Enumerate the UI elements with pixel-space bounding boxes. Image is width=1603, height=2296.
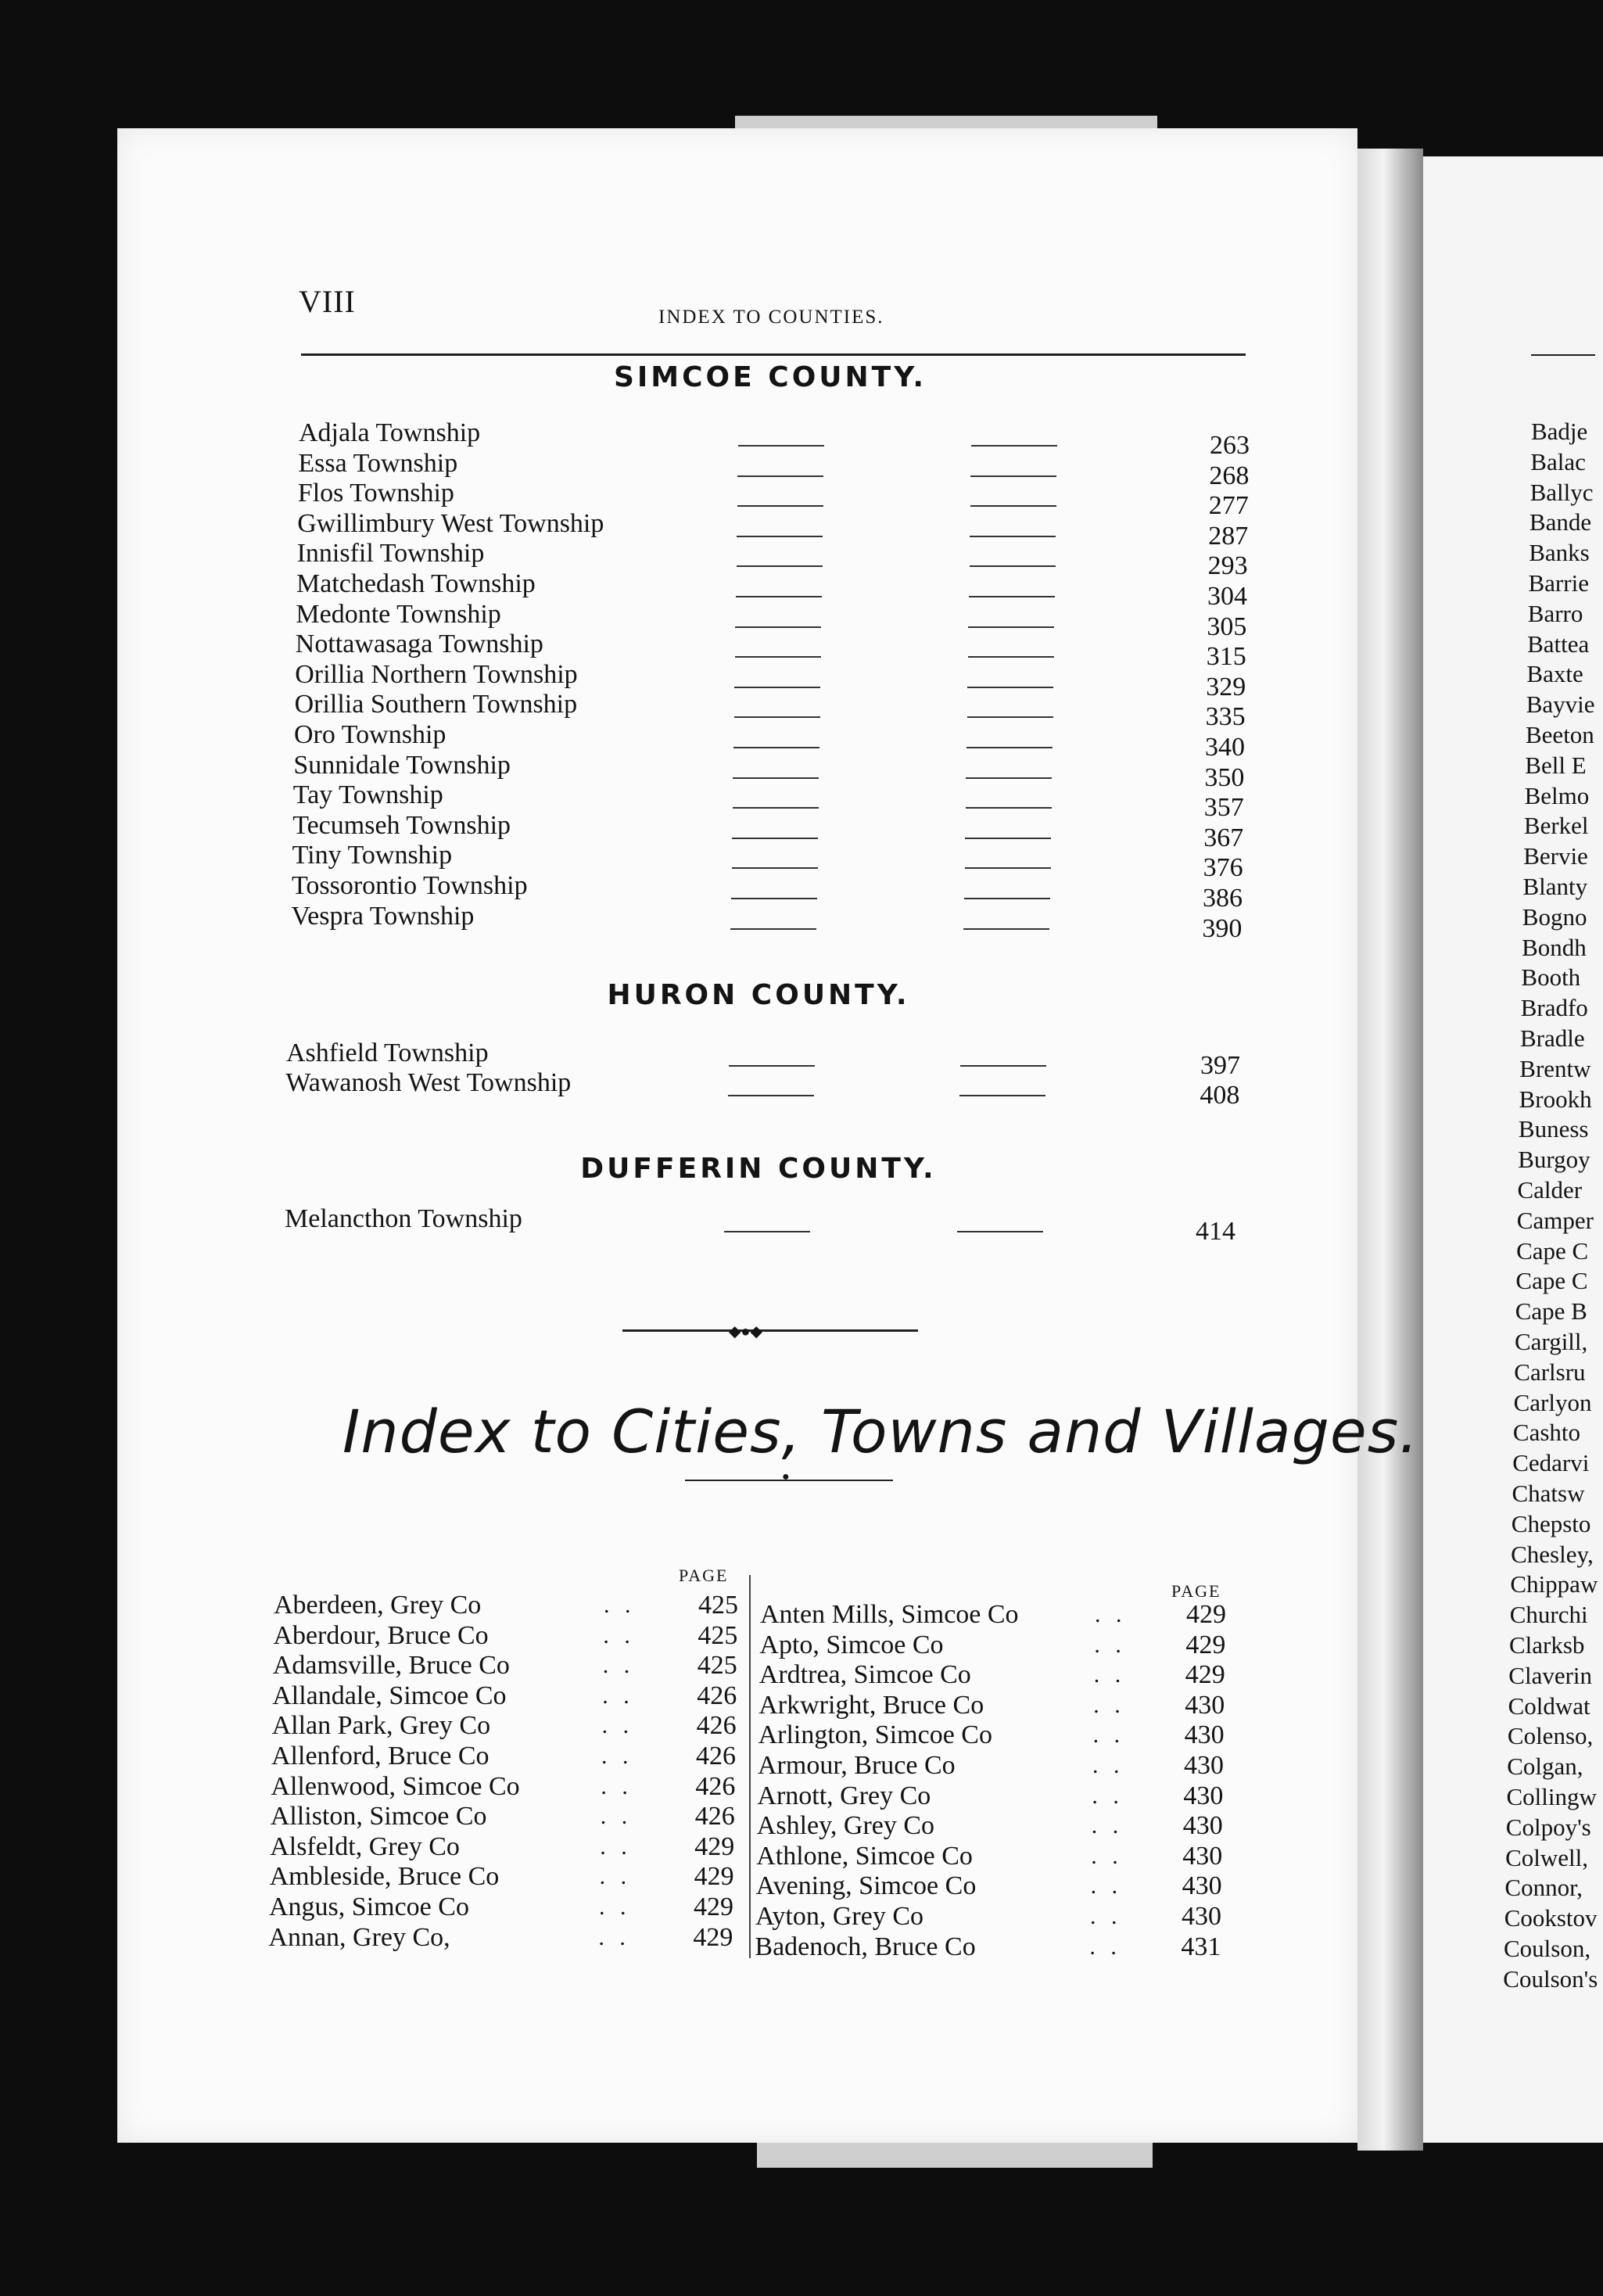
township-name: Oro Township bbox=[294, 720, 446, 749]
leader-dash bbox=[968, 656, 1054, 658]
township-page: 357 bbox=[1203, 793, 1244, 823]
township-name: Vespra Township bbox=[291, 901, 475, 931]
leader-dots: . . bbox=[598, 1924, 630, 1950]
township-page: 293 bbox=[1207, 551, 1248, 581]
leader-dash bbox=[732, 867, 818, 869]
adjacent-page-entry: Badje bbox=[1531, 418, 1588, 445]
adjacent-page-entry: Bayvie bbox=[1526, 691, 1595, 719]
leader-dash bbox=[965, 867, 1051, 869]
leader-dash bbox=[732, 838, 818, 839]
place-page: 430 bbox=[1183, 1781, 1224, 1810]
leader-dots: . . bbox=[1091, 1813, 1124, 1839]
running-head-rule bbox=[301, 353, 1246, 356]
place-name: Ayton, Grey Co bbox=[755, 1902, 924, 1931]
page-number: VIII bbox=[299, 284, 356, 319]
adjacent-page-entry: Coulson's bbox=[1503, 1964, 1598, 1993]
place-page: 425 bbox=[697, 1651, 737, 1681]
place-page: 429 bbox=[694, 1862, 734, 1892]
adjacent-page-entry: Berkel bbox=[1523, 812, 1589, 840]
leader-dash bbox=[735, 626, 821, 628]
place-page: 430 bbox=[1185, 1690, 1225, 1720]
place-page: 430 bbox=[1182, 1871, 1222, 1901]
leader-dash bbox=[738, 445, 824, 447]
place-page: 429 bbox=[694, 1892, 733, 1921]
township-name: Ashfield Township bbox=[286, 1039, 489, 1067]
township-page: 304 bbox=[1207, 582, 1247, 611]
place-name: Armour, Bruce Co bbox=[758, 1751, 956, 1780]
ornament-diamond-icon: ◆●◆ bbox=[729, 1323, 762, 1340]
township-name: Gwillimbury West Township bbox=[297, 508, 604, 538]
adjacent-page-entry: Brookh bbox=[1519, 1085, 1592, 1113]
adjacent-page-entry: Baxte bbox=[1526, 660, 1583, 688]
adjacent-page-entry: Banks bbox=[1529, 539, 1590, 567]
adjacent-page-entry: Clarksb bbox=[1509, 1631, 1585, 1659]
township-page: 386 bbox=[1203, 884, 1243, 913]
adjacent-page-entry: Bradle bbox=[1520, 1024, 1585, 1052]
township-name: Essa Township bbox=[298, 448, 458, 478]
township-name: Innisfil Township bbox=[296, 539, 485, 569]
leader-dots: . . bbox=[1092, 1752, 1124, 1778]
leader-dash bbox=[733, 777, 819, 779]
adjacent-page-entry: Barrie bbox=[1528, 569, 1589, 597]
leader-dash bbox=[966, 807, 1052, 809]
leader-dash bbox=[967, 716, 1053, 718]
place-name: Ashley, Grey Co bbox=[756, 1811, 935, 1841]
adjacent-page-entry: Colwell, bbox=[1505, 1843, 1589, 1871]
township-page: 263 bbox=[1210, 431, 1250, 460]
adjacent-page-entry: Bell E bbox=[1525, 751, 1587, 779]
township-page: 350 bbox=[1204, 762, 1245, 792]
leader-dots: . . bbox=[599, 1894, 631, 1920]
adjacent-page-entry: Chippaw bbox=[1510, 1570, 1598, 1598]
adjacent-page-entry: Claverin bbox=[1508, 1661, 1593, 1689]
adjacent-page-entry: Bogno bbox=[1522, 902, 1587, 931]
leader-dash bbox=[964, 898, 1050, 899]
county-heading: DUFFERIN COUNTY. bbox=[580, 1153, 937, 1185]
township-page: 277 bbox=[1208, 491, 1249, 521]
township-name: Orillia Northern Township bbox=[295, 659, 578, 689]
township-name: Melancthon Township bbox=[285, 1204, 522, 1233]
place-name: Allenford, Bruce Co bbox=[271, 1742, 490, 1770]
adjacent-page-entry: Ballyc bbox=[1529, 478, 1594, 506]
place-name: Allandale, Simcoe Co bbox=[272, 1681, 507, 1710]
township-page: 340 bbox=[1205, 733, 1245, 762]
leader-dash bbox=[957, 1231, 1043, 1232]
bottom-page-tab bbox=[757, 2140, 1153, 2168]
leader-dots: . . bbox=[1090, 1903, 1122, 1929]
cities-index-title: Index to Cities, Towns and Villages. bbox=[342, 1397, 1419, 1466]
adjacent-page-entry: Colpoy's bbox=[1505, 1813, 1591, 1841]
leader-dots: . . bbox=[1093, 1662, 1126, 1688]
leader-dots: . . bbox=[1092, 1722, 1125, 1749]
adjacent-page-entry: Cargill, bbox=[1515, 1328, 1588, 1355]
leader-dash bbox=[734, 716, 820, 718]
adjacent-page-entry: Beeton bbox=[1526, 721, 1594, 748]
adjacent-page-entry: Booth bbox=[1521, 963, 1581, 992]
page-header-right: PAGE bbox=[1171, 1581, 1221, 1601]
leader-dash bbox=[963, 928, 1049, 930]
leader-dash bbox=[737, 505, 823, 507]
township-name: Matchedash Township bbox=[296, 569, 536, 598]
leader-dash bbox=[970, 505, 1056, 507]
leader-dots: . . bbox=[601, 1773, 633, 1799]
leader-dash bbox=[970, 475, 1056, 477]
place-name: Apto, Simcoe Co bbox=[759, 1630, 944, 1659]
adjacent-page-entry: Churchi bbox=[1509, 1601, 1588, 1629]
adjacent-page-entry: Calder bbox=[1517, 1176, 1583, 1204]
leader-dots: . . bbox=[1090, 1873, 1123, 1900]
township-name: Flos Township bbox=[297, 479, 454, 508]
leader-dash bbox=[970, 565, 1056, 567]
adjacent-page-entry: Cape C bbox=[1516, 1236, 1589, 1265]
leader-dash bbox=[724, 1231, 810, 1232]
place-name: Allan Park, Grey Co bbox=[271, 1711, 491, 1741]
township-page: 315 bbox=[1206, 642, 1246, 672]
leader-dots: . . bbox=[1091, 1842, 1123, 1869]
place-page: 426 bbox=[696, 1742, 736, 1770]
place-name: Aberdeen, Grey Co bbox=[274, 1591, 482, 1620]
adjacent-page-entry: Chatsw bbox=[1512, 1480, 1585, 1507]
township-page: 335 bbox=[1205, 702, 1246, 732]
leader-dots: . . bbox=[599, 1864, 632, 1890]
township-name: Orillia Southern Township bbox=[294, 690, 578, 719]
township-page: 305 bbox=[1207, 612, 1247, 641]
township-page: 329 bbox=[1206, 672, 1246, 701]
place-name: Annan, Grey Co, bbox=[268, 1922, 450, 1952]
township-name: Tossorontio Township bbox=[292, 871, 528, 900]
leader-dash bbox=[959, 1095, 1045, 1096]
adjacent-page-entry: Bervie bbox=[1523, 842, 1588, 870]
place-name: Allenwood, Simcoe Co bbox=[271, 1771, 520, 1801]
leader-dash bbox=[736, 596, 822, 597]
township-name: Sunnidale Township bbox=[293, 750, 511, 780]
leader-dash bbox=[728, 1095, 814, 1096]
leader-dots: . . bbox=[1095, 1602, 1127, 1627]
township-page: 397 bbox=[1200, 1051, 1240, 1080]
leader-dash bbox=[960, 1065, 1046, 1067]
leader-dots: . . bbox=[1093, 1692, 1125, 1718]
adjacent-page-entry: Cape B bbox=[1515, 1297, 1587, 1326]
leader-dash bbox=[968, 626, 1054, 628]
leader-dash bbox=[733, 747, 819, 748]
adjacent-page-entry: Brentw bbox=[1519, 1054, 1591, 1082]
adjacent-page-entry: Colenso, bbox=[1507, 1722, 1594, 1750]
running-head-title: INDEX TO COUNTIES. bbox=[658, 307, 884, 328]
adjacent-page-entry: Bande bbox=[1529, 508, 1592, 536]
adjacent-page-entry: Colgan, bbox=[1507, 1752, 1583, 1781]
leader-dots: . . bbox=[602, 1652, 635, 1679]
leader-dots: . . bbox=[600, 1803, 633, 1830]
leader-dots: . . bbox=[1094, 1631, 1126, 1658]
leader-dots: . . bbox=[604, 1592, 636, 1618]
place-page: 426 bbox=[696, 1711, 737, 1741]
leader-dash bbox=[729, 1065, 815, 1067]
leader-dots: . . bbox=[1092, 1782, 1124, 1809]
township-page: 367 bbox=[1203, 823, 1244, 852]
leader-dots: . . bbox=[601, 1713, 634, 1739]
leader-dash bbox=[971, 445, 1057, 447]
adjacent-page-entry: Chesley, bbox=[1511, 1540, 1594, 1568]
leader-dash bbox=[737, 565, 823, 567]
place-page: 426 bbox=[697, 1681, 737, 1710]
adjacent-page-entry: Camper bbox=[1516, 1206, 1594, 1234]
place-page: 430 bbox=[1184, 1751, 1224, 1780]
leader-dash bbox=[730, 928, 816, 930]
adjacent-page-entry: Bradfo bbox=[1520, 994, 1588, 1022]
adjacent-page-entry: Collingw bbox=[1506, 1783, 1597, 1810]
place-name: Angus, Simcoe Co bbox=[269, 1892, 469, 1921]
township-page: 268 bbox=[1209, 461, 1250, 490]
township-page: 376 bbox=[1203, 853, 1243, 883]
adjacent-page-entry: Battea bbox=[1527, 630, 1590, 658]
leader-dash bbox=[733, 807, 819, 809]
place-page: 426 bbox=[694, 1802, 735, 1831]
place-page: 429 bbox=[1185, 1660, 1225, 1690]
leader-dash bbox=[735, 656, 821, 658]
place-name: Arkwright, Bruce Co bbox=[758, 1690, 984, 1720]
place-page: 429 bbox=[693, 1922, 733, 1952]
place-page: 425 bbox=[698, 1591, 738, 1620]
adjacent-page-entry: Connor, bbox=[1504, 1874, 1583, 1902]
leader-dash bbox=[737, 536, 823, 537]
place-name: Ambleside, Bruce Co bbox=[269, 1862, 500, 1892]
place-page: 431 bbox=[1181, 1932, 1221, 1961]
adjacent-page-entry: Blanty bbox=[1522, 873, 1588, 900]
column-divider bbox=[749, 1575, 751, 1958]
place-name: Adamsville, Bruce Co bbox=[272, 1651, 510, 1681]
leader-dots: . . bbox=[600, 1833, 632, 1860]
adjacent-page-entry: Bondh bbox=[1522, 933, 1587, 961]
township-name: Nottawasaga Township bbox=[295, 630, 543, 659]
place-name: Anten Mills, Simcoe Co bbox=[760, 1600, 1019, 1629]
leader-dash bbox=[966, 747, 1053, 748]
adjacent-page-entry: Coldwat bbox=[1508, 1692, 1590, 1720]
leader-dots: . . bbox=[601, 1743, 633, 1769]
township-page: 414 bbox=[1196, 1217, 1235, 1246]
underline-dot-icon: ● bbox=[782, 1470, 790, 1483]
adjacent-page-entry: Burgoy bbox=[1518, 1146, 1590, 1174]
place-name: Badenoch, Bruce Co bbox=[755, 1932, 976, 1961]
place-page: 429 bbox=[1185, 1630, 1226, 1659]
place-name: Avening, Simcoe Co bbox=[755, 1871, 977, 1901]
place-page: 430 bbox=[1182, 1841, 1223, 1871]
township-page: 287 bbox=[1208, 521, 1249, 551]
leader-dash bbox=[965, 838, 1051, 839]
adjacent-page-entry: Cedarvi bbox=[1512, 1449, 1590, 1477]
township-name: Medonte Township bbox=[296, 599, 501, 629]
place-name: Arlington, Simcoe Co bbox=[758, 1720, 992, 1750]
place-page: 429 bbox=[694, 1831, 735, 1861]
leader-dots: . . bbox=[1089, 1933, 1121, 1960]
township-name: Tiny Township bbox=[292, 841, 453, 870]
township-name: Tay Township bbox=[292, 780, 443, 810]
place-page: 425 bbox=[698, 1620, 738, 1650]
place-page: 429 bbox=[1186, 1600, 1226, 1629]
adjacent-page-entry: Buness bbox=[1518, 1115, 1589, 1143]
leader-dots: . . bbox=[602, 1682, 634, 1709]
adjacent-page-entry: Barro bbox=[1527, 599, 1583, 627]
adjacent-page-rule bbox=[1531, 354, 1595, 356]
adjacent-page-entry: Balac bbox=[1530, 447, 1586, 475]
adjacent-page-entry: Cookstov bbox=[1504, 1904, 1598, 1932]
page-header-left: PAGE bbox=[679, 1566, 729, 1585]
township-page: 408 bbox=[1200, 1081, 1240, 1110]
adjacent-page-entry: Chepsto bbox=[1511, 1509, 1591, 1537]
place-page: 430 bbox=[1182, 1811, 1223, 1841]
county-heading: SIMCOE COUNTY. bbox=[613, 361, 927, 393]
place-name: Alsfeldt, Grey Co bbox=[270, 1831, 460, 1861]
township-name: Tecumseh Township bbox=[292, 810, 511, 840]
leader-dash bbox=[731, 898, 817, 899]
township-name: Wawanosh West Township bbox=[285, 1068, 572, 1097]
adjacent-page-entry: Cape C bbox=[1515, 1267, 1588, 1295]
township-page: 390 bbox=[1202, 913, 1243, 943]
place-name: Alliston, Simcoe Co bbox=[270, 1802, 487, 1831]
leader-dash bbox=[966, 777, 1052, 779]
adjacent-page-entry: Belmo bbox=[1524, 781, 1590, 809]
leader-dots: . . bbox=[603, 1622, 635, 1648]
leader-dash bbox=[970, 536, 1056, 537]
place-page: 430 bbox=[1184, 1720, 1225, 1750]
adjacent-page-entry: Carlyon bbox=[1513, 1388, 1592, 1416]
ornament-rule bbox=[622, 1329, 918, 1332]
place-name: Ardtrea, Simcoe Co bbox=[758, 1660, 971, 1690]
place-page: 426 bbox=[695, 1771, 736, 1801]
leader-dash bbox=[967, 687, 1053, 688]
leader-dash bbox=[737, 475, 823, 477]
place-name: Athlone, Simcoe Co bbox=[756, 1841, 973, 1871]
book-spine bbox=[1357, 149, 1423, 2151]
leader-dash bbox=[734, 687, 820, 688]
adjacent-page-entry: Carlsru bbox=[1514, 1358, 1586, 1386]
county-heading: HURON COUNTY. bbox=[607, 979, 910, 1011]
township-name: Adjala Township bbox=[299, 418, 481, 447]
place-name: Arnott, Grey Co bbox=[757, 1781, 931, 1810]
place-page: 430 bbox=[1182, 1902, 1221, 1931]
place-name: Aberdour, Bruce Co bbox=[273, 1620, 489, 1650]
leader-dash bbox=[969, 596, 1055, 597]
adjacent-page-entry: Cashto bbox=[1512, 1419, 1581, 1447]
adjacent-page-entry: Coulson, bbox=[1504, 1935, 1591, 1962]
